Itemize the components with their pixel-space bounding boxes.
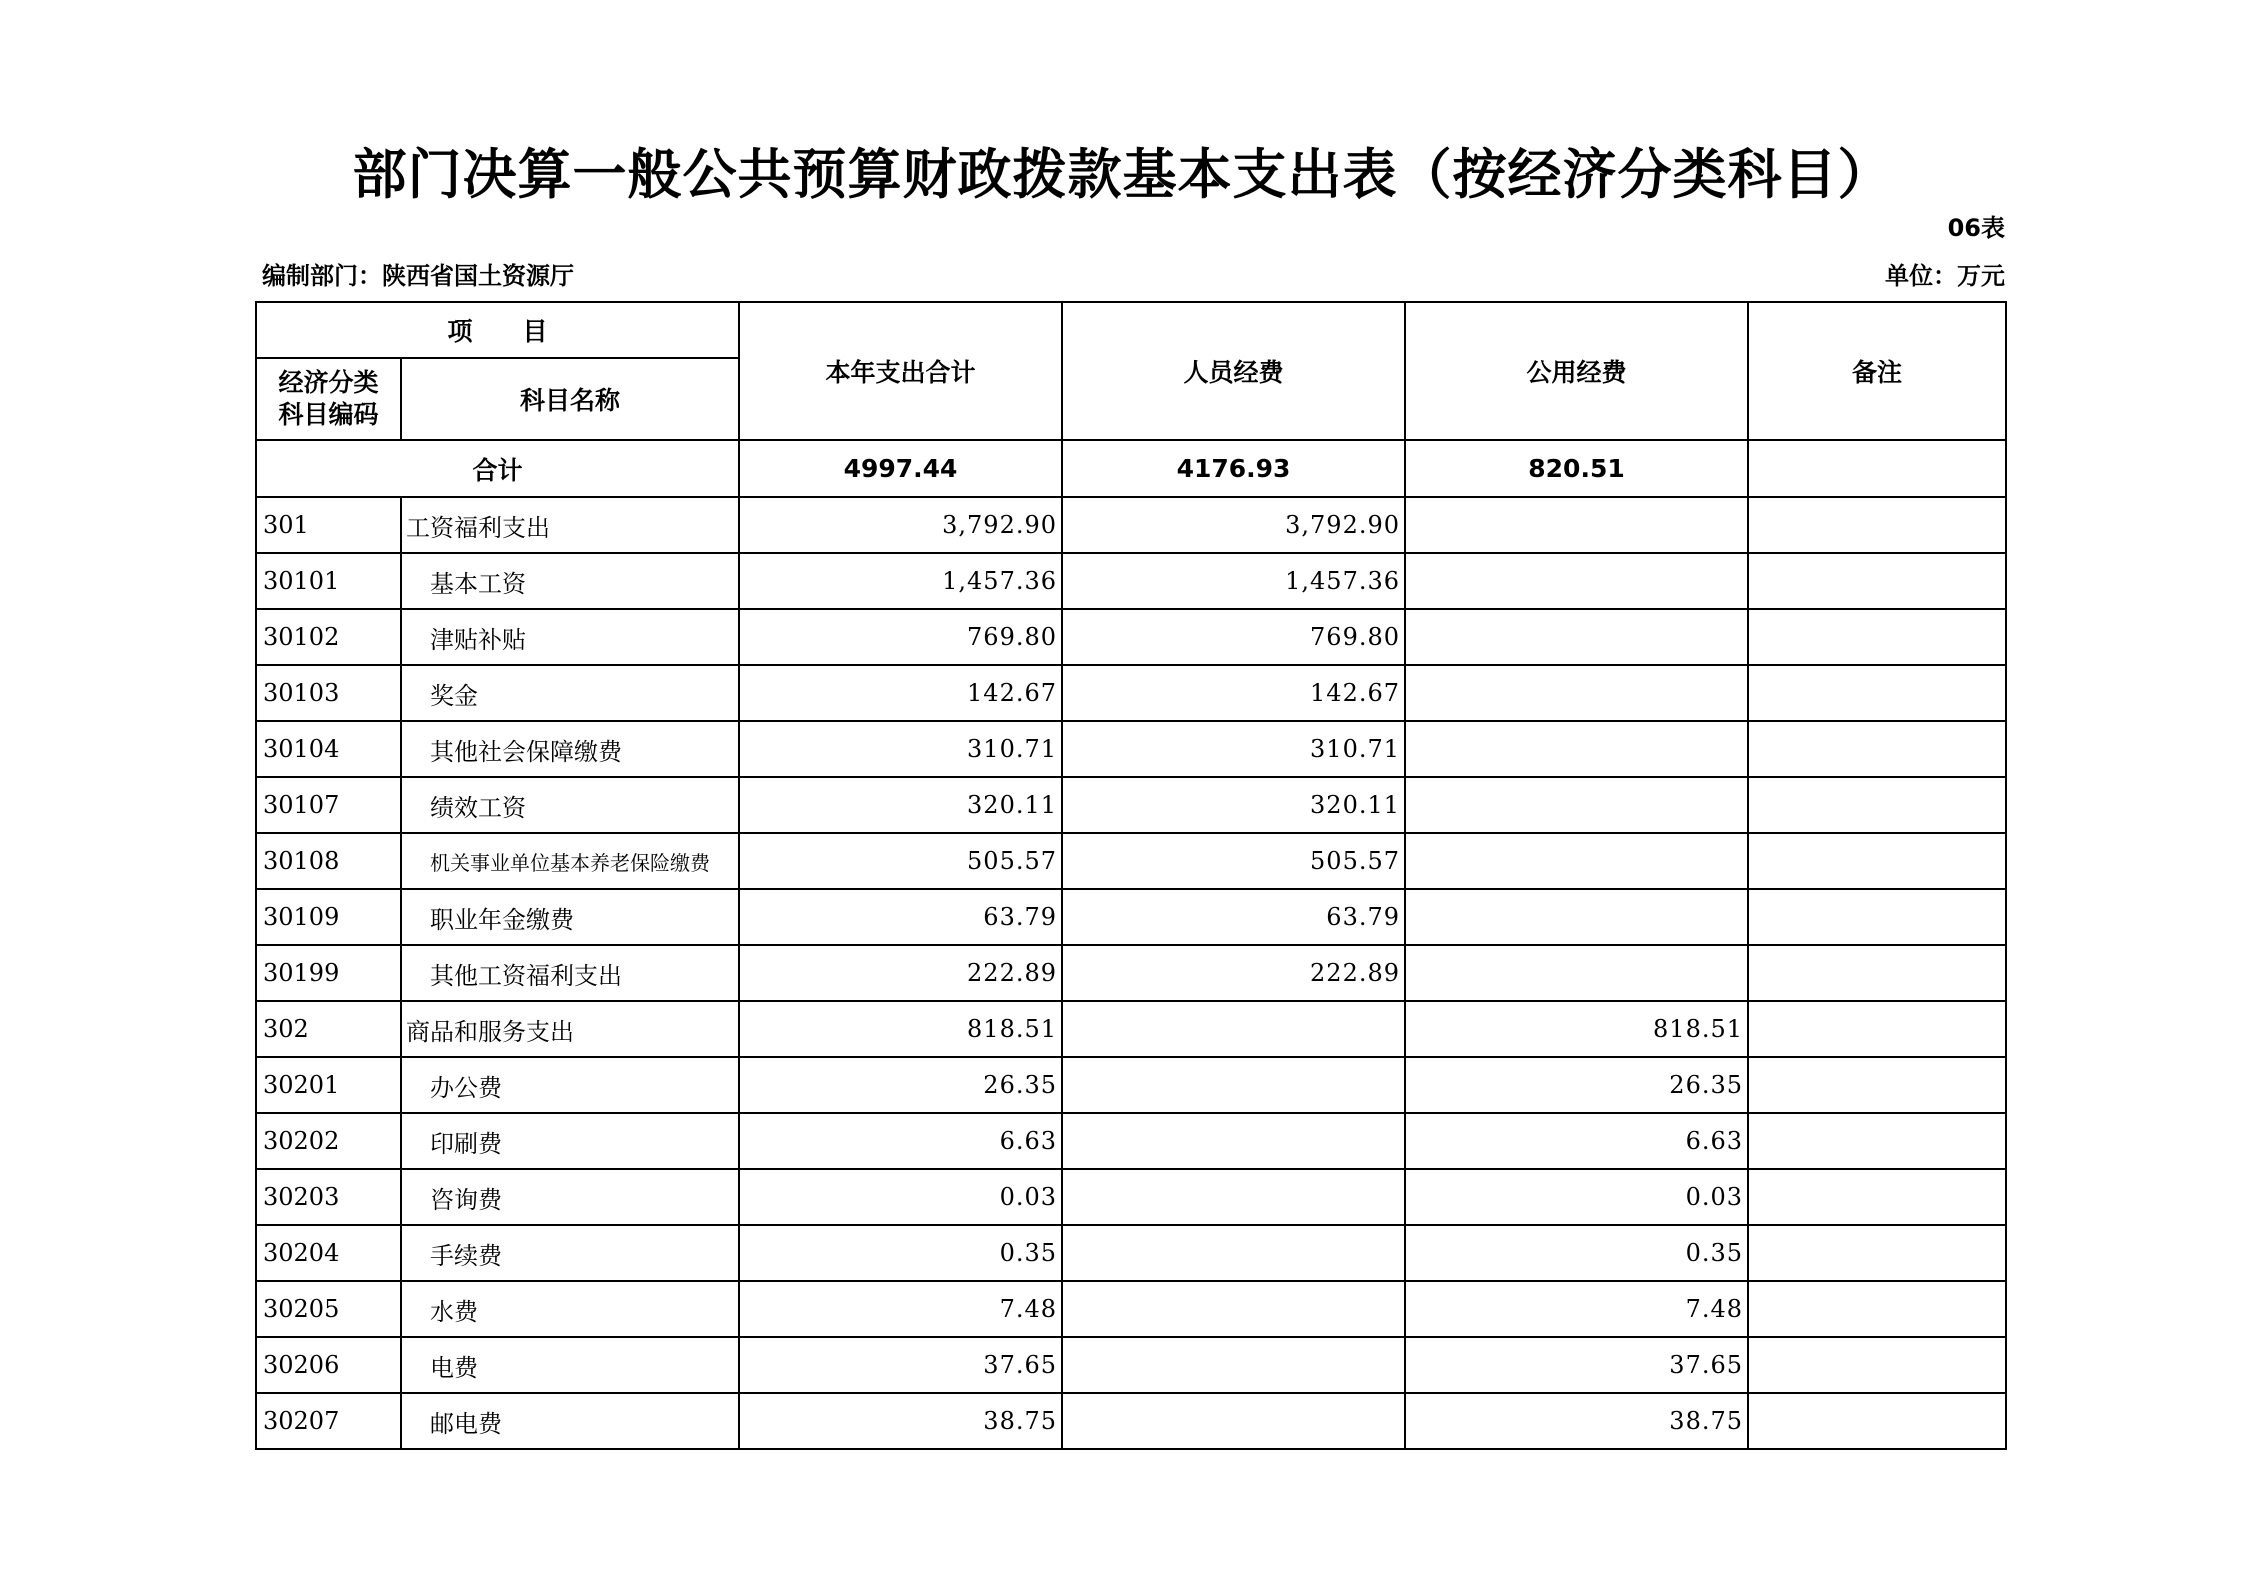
row-code: 30203: [256, 1169, 401, 1225]
row-remark: [1748, 833, 2006, 889]
row-remark: [1748, 945, 2006, 1001]
unit-label: 单位：万元: [1885, 262, 2005, 290]
row-public: [1405, 553, 1748, 609]
row-remark: [1748, 889, 2006, 945]
row-code: 30199: [256, 945, 401, 1001]
row-personnel: [1062, 1169, 1405, 1225]
row-remark: [1748, 553, 2006, 609]
header-personnel: 人员经费: [1062, 302, 1405, 440]
table-row: [256, 833, 2006, 889]
row-total: 63.79: [739, 889, 1062, 945]
department-label: 编制部门：陕西省国土资源厅: [262, 262, 574, 290]
row-remark: [1748, 721, 2006, 777]
row-remark: [1748, 497, 2006, 553]
row-personnel: 505.57: [1062, 833, 1405, 889]
row-public: 26.35: [1405, 1057, 1748, 1113]
row-public: 0.35: [1405, 1225, 1748, 1281]
row-public: [1405, 889, 1748, 945]
row-total: 505.57: [739, 833, 1062, 889]
table-row: [256, 945, 2006, 1001]
header-code-line1: 经济分类: [278, 368, 379, 397]
table-row: [256, 1225, 2006, 1281]
row-public: 37.65: [1405, 1337, 1748, 1393]
row-total: 26.35: [739, 1057, 1062, 1113]
row-total: 37.65: [739, 1337, 1062, 1393]
row-code: 30107: [256, 777, 401, 833]
row-total: 38.75: [739, 1393, 1062, 1449]
row-public: [1405, 777, 1748, 833]
row-total: 222.89: [739, 945, 1062, 1001]
row-name: 工资福利支出: [401, 497, 739, 553]
row-name: 手续费: [401, 1225, 739, 1281]
row-public: 6.63: [1405, 1113, 1748, 1169]
row-code: 30204: [256, 1225, 401, 1281]
row-public: 38.75: [1405, 1393, 1748, 1449]
table-row: [256, 609, 2006, 665]
row-total: 769.80: [739, 609, 1062, 665]
row-code: 302: [256, 1001, 401, 1057]
row-name: 邮电费: [401, 1393, 739, 1449]
row-personnel: 222.89: [1062, 945, 1405, 1001]
row-public: [1405, 721, 1748, 777]
page-title: 部门决算一般公共预算财政拨款基本支出表（按经济分类科目）: [352, 143, 1893, 206]
row-code: 30103: [256, 665, 401, 721]
row-code: 30207: [256, 1393, 401, 1449]
table-row: [256, 497, 2006, 553]
table-row: [256, 1001, 2006, 1057]
row-personnel: 310.71: [1062, 721, 1405, 777]
total-personnel: 4176.93: [1062, 440, 1405, 497]
row-code: 30101: [256, 553, 401, 609]
header-name: 科目名称: [401, 358, 739, 440]
row-personnel: [1062, 1337, 1405, 1393]
row-code: 30206: [256, 1337, 401, 1393]
row-code: 30108: [256, 833, 401, 889]
row-total: 818.51: [739, 1001, 1062, 1057]
header-code-line2: 科目编码: [278, 400, 379, 429]
row-public: [1405, 609, 1748, 665]
header-remark: 备注: [1748, 302, 2006, 440]
row-code: 30109: [256, 889, 401, 945]
table-row: [256, 553, 2006, 609]
row-name: 商品和服务支出: [401, 1001, 739, 1057]
row-code: 30205: [256, 1281, 401, 1337]
row-public: [1405, 945, 1748, 1001]
row-total: 142.67: [739, 665, 1062, 721]
row-public: [1405, 665, 1748, 721]
row-code: 30104: [256, 721, 401, 777]
row-code: 30201: [256, 1057, 401, 1113]
row-personnel: 1,457.36: [1062, 553, 1405, 609]
header-public: 公用经费: [1405, 302, 1748, 440]
row-remark: [1748, 777, 2006, 833]
row-personnel: [1062, 1281, 1405, 1337]
row-public: 818.51: [1405, 1001, 1748, 1057]
header-item: 项 目: [256, 302, 739, 358]
row-name: 印刷费: [401, 1113, 739, 1169]
header-row-1: [256, 302, 2006, 358]
table-row: [256, 1113, 2006, 1169]
row-public: [1405, 497, 1748, 553]
total-public: 820.51: [1405, 440, 1748, 497]
row-code: 30202: [256, 1113, 401, 1169]
table-row: [256, 1337, 2006, 1393]
form-number: 06表: [1947, 214, 2005, 242]
row-remark: [1748, 1001, 2006, 1057]
row-name: 基本工资: [401, 553, 739, 609]
row-personnel: 142.67: [1062, 665, 1405, 721]
row-remark: [1748, 665, 2006, 721]
row-total: 7.48: [739, 1281, 1062, 1337]
row-remark: [1748, 1057, 2006, 1113]
row-remark: [1748, 1169, 2006, 1225]
row-remark: [1748, 609, 2006, 665]
row-name: 咨询费: [401, 1169, 739, 1225]
row-total: 310.71: [739, 721, 1062, 777]
row-public: 7.48: [1405, 1281, 1748, 1337]
row-personnel: [1062, 1393, 1405, 1449]
table-row: [256, 721, 2006, 777]
row-personnel: [1062, 1225, 1405, 1281]
row-personnel: 320.11: [1062, 777, 1405, 833]
total-row: [256, 440, 2006, 497]
row-personnel: [1062, 1113, 1405, 1169]
row-remark: [1748, 1337, 2006, 1393]
table-row: [256, 1057, 2006, 1113]
row-name: 电费: [401, 1337, 739, 1393]
row-name: 办公费: [401, 1057, 739, 1113]
total-amount: 4997.44: [739, 440, 1062, 497]
row-remark: [1748, 1113, 2006, 1169]
row-public: [1405, 833, 1748, 889]
row-remark: [1748, 1393, 2006, 1449]
table-row: [256, 1393, 2006, 1449]
row-personnel: 3,792.90: [1062, 497, 1405, 553]
row-personnel: [1062, 1001, 1405, 1057]
expenditure-table: [255, 301, 2007, 1450]
row-remark: [1748, 1225, 2006, 1281]
table-row: [256, 1281, 2006, 1337]
row-remark: [1748, 1281, 2006, 1337]
row-name: 奖金: [401, 665, 739, 721]
row-name: 水费: [401, 1281, 739, 1337]
row-name: 津贴补贴: [401, 609, 739, 665]
row-total: 3,792.90: [739, 497, 1062, 553]
row-personnel: 769.80: [1062, 609, 1405, 665]
row-name: 职业年金缴费: [401, 889, 739, 945]
row-code: 30102: [256, 609, 401, 665]
table-row: [256, 777, 2006, 833]
row-total: 0.35: [739, 1225, 1062, 1281]
total-label: 合计: [256, 440, 739, 497]
total-remark: [1748, 440, 2006, 497]
table-row: [256, 1169, 2006, 1225]
header-total: 本年支出合计: [739, 302, 1062, 440]
row-total: 320.11: [739, 777, 1062, 833]
row-public: 0.03: [1405, 1169, 1748, 1225]
header-code: [256, 358, 401, 440]
row-total: 6.63: [739, 1113, 1062, 1169]
row-name: 其他工资福利支出: [401, 945, 739, 1001]
row-total: 0.03: [739, 1169, 1062, 1225]
row-name: 机关事业单位基本养老保险缴费: [401, 833, 739, 889]
row-name: 绩效工资: [401, 777, 739, 833]
row-personnel: [1062, 1057, 1405, 1113]
row-personnel: 63.79: [1062, 889, 1405, 945]
row-total: 1,457.36: [739, 553, 1062, 609]
row-name: 其他社会保障缴费: [401, 721, 739, 777]
table-row: [256, 889, 2006, 945]
table-row: [256, 665, 2006, 721]
row-code: 301: [256, 497, 401, 553]
